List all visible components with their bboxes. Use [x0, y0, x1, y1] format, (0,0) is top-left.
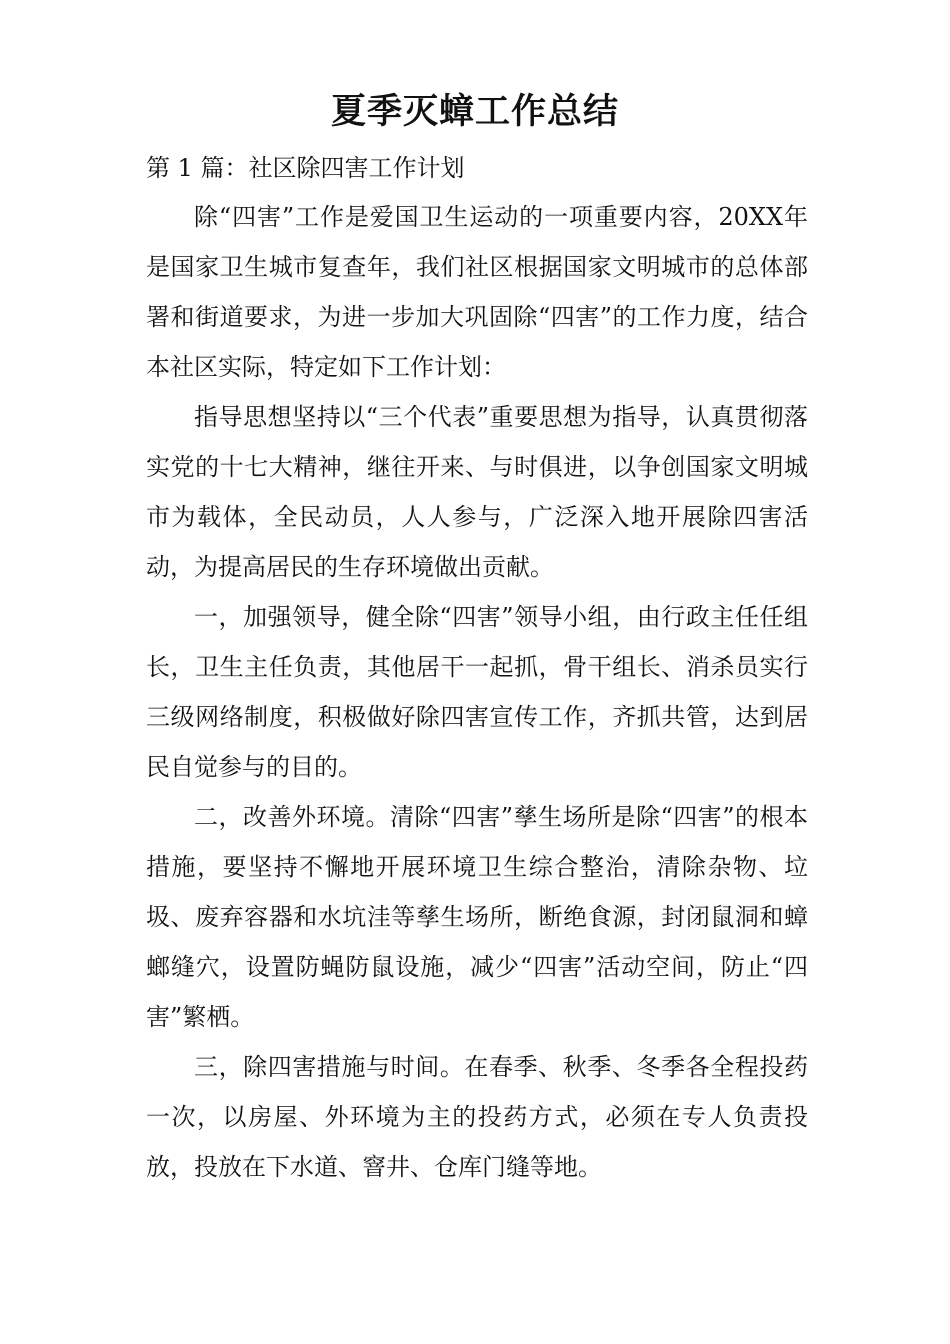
paragraph-leadership: 一，加强领导，健全除“四害”领导小组，由行政主任任组长，卫生主任负责，其他居干一起抓，骨干组长、消杀员实行三级网络制度，积极做好除四害宣传工作，齐抓共管，达到居民自觉参与的目的。 — [146, 603, 808, 781]
document-title: 夏季灭蟑工作总结 — [330, 92, 619, 132]
document-body — [146, 148, 808, 1192]
section-heading: 第 1 篇：社区除四害工作计划 — [146, 154, 465, 182]
paragraph-intro: 除“四害”工作是爱国卫生运动的一项重要内容，20XX年是国家卫生城市复查年，我们社区根据国家文明城市的总体部署和街道要求，为进一步加大巩固除“四害”的工作力度，结合本社区实际，特定如下工作计划： — [146, 203, 808, 381]
paragraph-environment: 二，改善外环境。清除“四害”孳生场所是除“四害”的根本措施，要坚持不懈地开展环境卫生综合整治，清除杂物、垃圾、废弃容器和水坑洼等孳生场所，断绝食源，封闭鼠洞和蟑螂缝穴，设置防蝇防鼠设施，减少“四害”活动空间，防止“四害”繁栖。 — [146, 803, 808, 1031]
paragraph-measures: 三，除四害措施与时间。在春季、秋季、冬季各全程投药一次，以房屋、外环境为主的投药方式，必须在专人负责投放，投放在下水道、窨井、仓库门缝等地。 — [146, 1053, 808, 1181]
paragraph-guiding-thought: 指导思想坚持以“三个代表”重要思想为指导，认真贯彻落实党的十七大精神，继往开来、与时俱进，以争创国家文明城市为载体，全民动员，人人参与，广泛深入地开展除四害活动，为提高居民的生存环境做出贡献。 — [146, 403, 808, 581]
